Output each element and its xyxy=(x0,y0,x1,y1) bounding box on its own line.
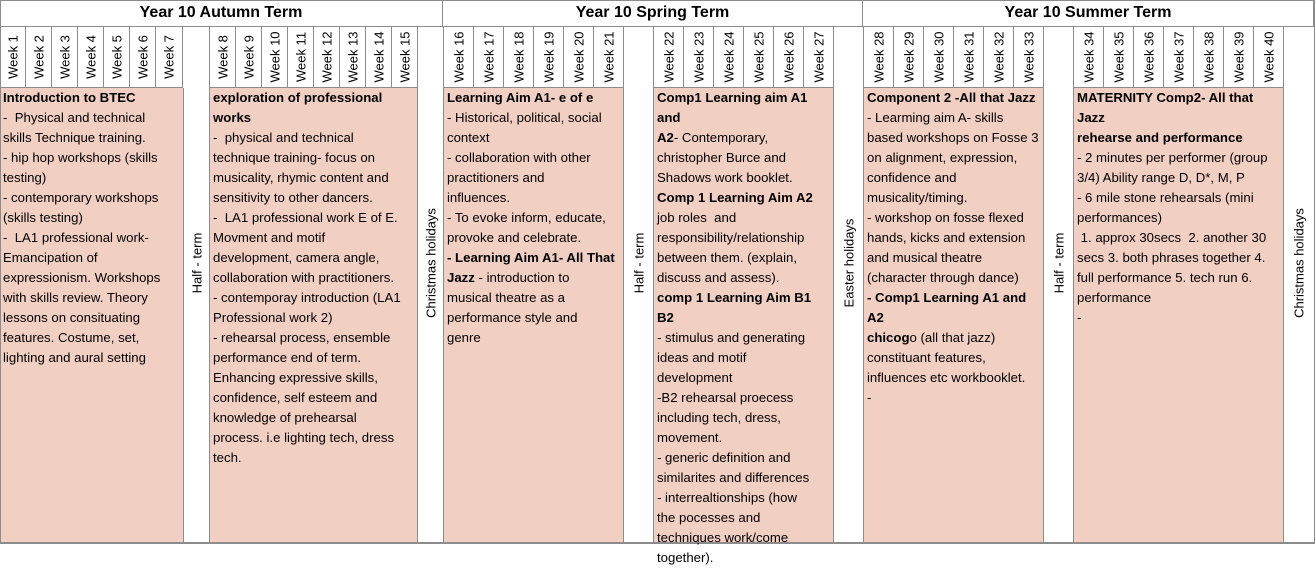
content-block-1 xyxy=(0,88,184,544)
content-line: Movment and motif xyxy=(213,230,326,245)
week-header-35 xyxy=(1104,27,1134,88)
week-header-27 xyxy=(804,27,834,88)
week-header-3 xyxy=(52,27,78,88)
week-label: Week 13 xyxy=(345,31,360,83)
break-label: Easter holidays xyxy=(841,218,856,308)
content-line: musicality/timing. xyxy=(867,190,968,205)
break-label: Half - term xyxy=(1051,232,1066,294)
break-column-3 xyxy=(624,27,654,544)
week-label: Week 24 xyxy=(721,31,736,83)
break-column-1 xyxy=(184,27,210,544)
week-header-28 xyxy=(864,27,894,88)
week-header-6 xyxy=(130,27,156,88)
week-label: Week 15 xyxy=(397,31,412,83)
content-line: testing) xyxy=(3,170,47,185)
content-line: skills Technique training. xyxy=(3,130,146,145)
term-title-autumn: Year 10 Autumn Term xyxy=(0,0,443,27)
week-label: Week 4 xyxy=(83,35,98,79)
week-header-8 xyxy=(210,27,236,88)
week-header-13 xyxy=(340,27,366,88)
week-label: Week 33 xyxy=(1021,31,1036,83)
content-line: including tech, dress, xyxy=(657,410,781,425)
week-header-24 xyxy=(714,27,744,88)
content-line: sensitivity to other dancers. xyxy=(213,190,373,205)
week-label: Week 27 xyxy=(811,31,826,83)
week-header-1 xyxy=(0,27,26,88)
content-line: context xyxy=(447,130,490,145)
content-line: on alignment, expression, xyxy=(867,150,1018,165)
week-header-25 xyxy=(744,27,774,88)
week-label: Week 9 xyxy=(241,35,256,79)
content-line: similarites and differences xyxy=(657,470,810,485)
week-label: Week 7 xyxy=(161,35,177,79)
content-line: - xyxy=(1077,310,1082,325)
term-title-summer: Year 10 Summer Term xyxy=(863,0,1314,27)
content-line: development xyxy=(657,370,733,385)
content-line: works xyxy=(213,110,252,125)
content-line: - Physical and technical xyxy=(3,110,146,125)
week-header-34 xyxy=(1074,27,1104,88)
content-line: based workshops on Fosse 3 xyxy=(867,130,1039,145)
content-line: - hip hop workshops (skills xyxy=(3,150,158,165)
week-header-7 xyxy=(156,27,183,88)
content-line: 1. approx 30secs 2. another 30 xyxy=(1077,230,1267,245)
content-line xyxy=(657,128,831,148)
content-line: lighting and aural setting xyxy=(3,350,146,365)
content-line: - Historical, political, social xyxy=(447,110,602,125)
content-line: - generic definition and xyxy=(657,450,791,465)
content-line: knowledge of prehearsal xyxy=(213,410,357,425)
content-line: secs 3. both phrases together 4. xyxy=(1077,250,1266,265)
content-line: musicality, rhymic content and xyxy=(213,170,389,185)
content-line: Comp1 Learning aim A1 and xyxy=(657,90,812,125)
content-line: and musical theatre xyxy=(867,250,983,265)
content-block-4 xyxy=(654,88,834,565)
week-label: Week 32 xyxy=(991,31,1006,83)
content-block-6 xyxy=(1074,88,1284,544)
content-line: MATERNITY Comp2- All that Jazz xyxy=(1077,90,1257,125)
week-label: Week 34 xyxy=(1081,31,1096,83)
content-segment: A2 xyxy=(657,130,674,145)
week-header-31 xyxy=(954,27,984,88)
content-line: the pocesses and xyxy=(657,510,761,525)
content-line: discuss and assess). xyxy=(657,270,780,285)
content-line: exploration of professional xyxy=(213,90,383,105)
content-line: - physical and technical xyxy=(213,130,354,145)
week-header-14 xyxy=(366,27,392,88)
week-label: Week 21 xyxy=(601,31,616,83)
week-label: Week 38 xyxy=(1201,31,1216,83)
break-column-2 xyxy=(418,27,444,544)
week-header-32 xyxy=(984,27,1014,88)
week-label: Week 20 xyxy=(571,31,586,83)
content-segment: - introduction to xyxy=(474,270,570,285)
content-line: movement. xyxy=(657,430,723,445)
week-label: Week 8 xyxy=(215,35,230,79)
week-label: Week 26 xyxy=(781,31,796,83)
week-label: Week 37 xyxy=(1171,31,1186,83)
content-line: Introduction to BTEC xyxy=(3,90,136,105)
week-header-5 xyxy=(104,27,130,88)
content-block-2 xyxy=(210,88,418,544)
content-line: techniques work/come xyxy=(657,530,789,545)
week-label: Week 39 xyxy=(1231,31,1246,83)
week-header-39 xyxy=(1224,27,1254,88)
week-label: Week 25 xyxy=(751,31,766,83)
week-header-19 xyxy=(534,27,564,88)
content-line: Shadows work booklet. xyxy=(657,170,793,185)
content-line: Enhancing expressive skills, xyxy=(213,370,378,385)
week-header-40 xyxy=(1254,27,1284,88)
content-line: musical theatre as a xyxy=(447,290,566,305)
content-line: practitioners and xyxy=(447,170,545,185)
week-header-11 xyxy=(288,27,314,88)
week-header-18 xyxy=(504,27,534,88)
week-header-37 xyxy=(1164,27,1194,88)
content-line: - To evoke inform, educate, xyxy=(447,210,606,225)
content-line: influences etc workbooklet. xyxy=(867,370,1026,385)
content-line: (character through dance) xyxy=(867,270,1019,285)
content-line: - stimulus and generating xyxy=(657,330,806,345)
break-label: Christmas holidays xyxy=(423,208,438,318)
content-line: - contemporary workshops xyxy=(3,190,159,205)
break-label: Christmas holidays xyxy=(1291,208,1307,318)
week-label: Week 29 xyxy=(901,31,916,83)
week-header-36 xyxy=(1134,27,1164,88)
content-segment: Jazz xyxy=(447,270,475,285)
week-label: Week 22 xyxy=(661,31,676,83)
week-header-10 xyxy=(262,27,288,88)
week-label: Week 1 xyxy=(5,35,20,79)
content-line: provoke and celebrate. xyxy=(447,230,582,245)
content-line: -B2 rehearsal proecess xyxy=(657,390,794,405)
week-header-12 xyxy=(314,27,340,88)
content-line: features. Costume, set, xyxy=(3,330,140,345)
content-line: rehearse and performance xyxy=(1077,130,1243,145)
content-segment: - Contemporary, xyxy=(673,130,769,145)
content-line: Emancipation of xyxy=(3,250,98,265)
content-line: Component 2 -All that Jazz xyxy=(867,90,1036,105)
content-block-3 xyxy=(444,88,624,544)
week-label: Week 5 xyxy=(109,35,124,79)
week-label: Week 12 xyxy=(319,31,334,83)
week-label: Week 31 xyxy=(961,31,976,83)
content-line xyxy=(867,328,1041,348)
content-line: - LA1 professional work E of E. xyxy=(213,210,398,225)
content-line: confidence, self esteem and xyxy=(213,390,378,405)
content-line: performances) xyxy=(1077,210,1163,225)
content-line: (skills testing) xyxy=(3,210,83,225)
content-line: performance end of term. xyxy=(213,350,362,365)
week-label: Week 28 xyxy=(871,31,886,83)
content-line: responsibility/relationship xyxy=(657,230,805,245)
content-block-5 xyxy=(864,88,1044,544)
week-label: Week 16 xyxy=(451,31,466,83)
week-label: Week 18 xyxy=(511,31,526,83)
content-line: - workshop on fosse flexed xyxy=(867,210,1024,225)
break-column-6 xyxy=(1284,27,1315,544)
content-line: Comp 1 Learning Aim A2 xyxy=(657,190,813,205)
content-line: performance xyxy=(1077,290,1152,305)
week-header-22 xyxy=(654,27,684,88)
term-title-spring: Year 10 Spring Term xyxy=(443,0,863,27)
week-header-29 xyxy=(894,27,924,88)
content-line: genre xyxy=(447,330,481,345)
content-line: ideas and motif xyxy=(657,350,747,365)
content-line: collaboration with practitioners. xyxy=(213,270,395,285)
week-header-38 xyxy=(1194,27,1224,88)
week-label: Week 2 xyxy=(31,35,46,79)
content-line: - collaboration with other xyxy=(447,150,591,165)
content-line: process. i.e lighting tech, dress xyxy=(213,430,395,445)
content-line: confidence and xyxy=(867,170,957,185)
week-label: Week 35 xyxy=(1111,31,1126,83)
week-header-17 xyxy=(474,27,504,88)
content-line: performance style and xyxy=(447,310,578,325)
week-header-9 xyxy=(236,27,262,88)
week-label: Week 19 xyxy=(541,31,556,83)
content-line: expressionism. Workshops xyxy=(3,270,161,285)
content-line: - xyxy=(867,390,872,405)
content-line: comp 1 Learning Aim B1 B2 xyxy=(657,290,815,325)
content-line: constituant features, xyxy=(867,350,986,365)
content-line: - Comp1 Learning A1 and A2 xyxy=(867,290,1030,325)
week-header-21 xyxy=(594,27,624,88)
content-line: Professional work 2) xyxy=(213,310,333,325)
content-line: hands, kicks and extension xyxy=(867,230,1026,245)
week-header-15 xyxy=(392,27,418,88)
week-header-2 xyxy=(26,27,52,88)
week-label: Week 14 xyxy=(371,31,386,83)
week-label: Week 30 xyxy=(931,31,946,83)
content-line: christopher Burce and xyxy=(657,150,787,165)
content-line: - 2 minutes per performer (group xyxy=(1077,150,1268,165)
content-line xyxy=(447,268,621,288)
break-label: Half - term xyxy=(189,232,204,294)
content-line: 3/4) Ability range D, D*, M, P xyxy=(1077,170,1245,185)
week-header-33 xyxy=(1014,27,1044,88)
week-header-23 xyxy=(684,27,714,88)
break-column-4 xyxy=(834,27,864,544)
week-header-4 xyxy=(78,27,104,88)
week-header-26 xyxy=(774,27,804,88)
content-line: together). xyxy=(657,550,714,565)
content-line: - Learming aim A- skills xyxy=(867,110,1004,125)
week-label: Week 11 xyxy=(293,31,308,83)
content-line: technique training- focus on xyxy=(213,150,376,165)
content-line: development, camera angle, xyxy=(213,250,380,265)
content-line: with skills review. Theory xyxy=(3,290,148,305)
content-line: job roles and xyxy=(657,210,737,225)
content-line: - contemporay introduction (LA1 xyxy=(213,290,401,305)
week-label: Week 10 xyxy=(267,31,282,83)
week-label: Week 17 xyxy=(481,31,496,83)
content-line: - 6 mile stone rehearsals (mini xyxy=(1077,190,1254,205)
content-line: - Learning Aim A1- All That xyxy=(447,250,615,265)
content-line: tech. xyxy=(213,450,242,465)
week-header-16 xyxy=(444,27,474,88)
content-line: - interrealtionships (how xyxy=(657,490,797,505)
break-column-5 xyxy=(1044,27,1074,544)
week-label: Week 36 xyxy=(1141,31,1156,83)
content-line: influences. xyxy=(447,190,511,205)
content-line: full performance 5. tech run 6. xyxy=(1077,270,1253,285)
week-label: Week 23 xyxy=(691,31,706,83)
content-line: - rehearsal process, ensemble xyxy=(213,330,391,345)
content-line: Learning Aim A1- e of e xyxy=(447,90,594,105)
content-line: between them. (explain, xyxy=(657,250,798,265)
content-segment: chicog xyxy=(867,330,910,345)
break-label: Half - term xyxy=(631,232,646,294)
week-label: Week 3 xyxy=(57,35,72,79)
content-line: lessons on consituating xyxy=(3,310,141,325)
week-header-30 xyxy=(924,27,954,88)
content-segment: o (all that jazz) xyxy=(909,330,996,345)
week-label: Week 40 xyxy=(1261,31,1276,83)
week-label: Week 6 xyxy=(135,35,150,79)
content-line: - LA1 professional work- xyxy=(3,230,149,245)
week-header-20 xyxy=(564,27,594,88)
